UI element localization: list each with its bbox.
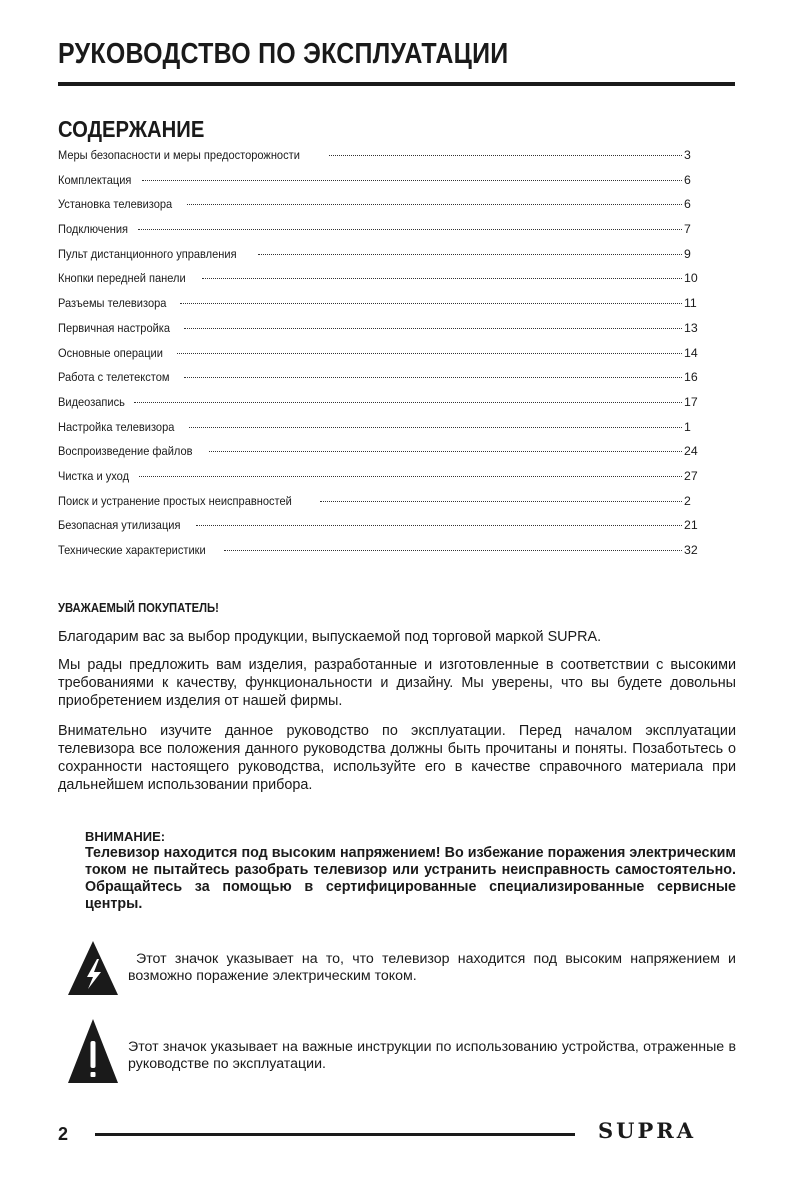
greeting-paragraph: Мы рады предложить вам изделия, разработанные и изготовленные в соответствии с высокими требованиями к качеству, функциональности и дизайну. Мы уверены, что вы будете довольны приобретением изделия от нашей фирмы.	[58, 657, 736, 709]
toc-item-title: Пульт дистанционного управления	[58, 246, 237, 261]
toc-item-page: 17	[684, 394, 698, 409]
toc-dot-leader	[180, 303, 682, 304]
toc-item	[58, 420, 698, 445]
toc-item-title: Технические характеристики	[58, 543, 206, 557]
toc-dot-leader	[224, 550, 682, 551]
toc-item-title: Воспроизведение файлов	[58, 444, 193, 459]
greeting-heading: УВАЖАЕМЫЙ ПОКУПАТЕЛЬ!	[58, 601, 219, 615]
toc-item-page: 7	[684, 222, 691, 237]
greeting-paragraph: Благодарим вас за выбор продукции, выпускаемой под торговой маркой SUPRA.	[58, 629, 602, 645]
title-divider	[58, 82, 735, 86]
toc-item-title: Чистка и уход	[58, 468, 130, 483]
toc-item	[58, 173, 698, 198]
toc-item-title: Основные операции	[58, 345, 163, 360]
toc-item	[58, 296, 698, 321]
toc-heading: СОДЕРЖАНИЕ	[58, 116, 205, 142]
table-of-contents	[58, 148, 698, 568]
toc-item-page: 32	[684, 543, 698, 557]
toc-item-page: 6	[684, 172, 691, 187]
toc-item-title: Настройка телевизора	[58, 419, 175, 434]
toc-item	[58, 543, 698, 568]
toc-item-title: Меры безопасности и меры предосторожности	[58, 148, 300, 162]
toc-item-title: Видеозапись	[58, 394, 125, 409]
toc-item-title: Поиск и устранение простых неисправностей	[58, 493, 292, 508]
toc-item-page: 10	[684, 271, 698, 286]
toc-item-title: Комплектация	[58, 172, 132, 187]
toc-item	[58, 222, 698, 247]
high-voltage-warning-icon	[66, 939, 120, 997]
toc-item	[58, 321, 698, 346]
toc-dot-leader	[196, 525, 682, 526]
toc-item-title: Разъемы телевизора	[58, 296, 167, 311]
toc-item-title: Подключения	[58, 222, 129, 237]
toc-item	[58, 148, 698, 173]
toc-item-page: 11	[684, 296, 697, 311]
toc-item	[58, 494, 698, 519]
high-voltage-notice	[66, 939, 736, 1009]
toc-item-page: 9	[684, 246, 691, 261]
toc-dot-leader	[320, 501, 682, 502]
toc-dot-leader	[187, 204, 682, 205]
toc-item	[58, 197, 698, 222]
toc-dot-leader	[202, 278, 682, 279]
toc-item	[58, 346, 698, 371]
toc-item	[58, 247, 698, 272]
toc-item	[58, 395, 698, 420]
toc-item-page: 2	[684, 493, 691, 508]
toc-dot-leader	[258, 254, 682, 255]
toc-item-page: 21	[684, 518, 698, 533]
toc-item-title: Кнопки передней панели	[58, 271, 186, 286]
important-instructions-notice-text: Этот значок указывает на важные инструкции по использованию устройства, отраженные в руководстве по эксплуатации.	[128, 1039, 736, 1072]
greeting-paragraph: Внимательно изучите данное руководство по эксплуатации. Перед началом эксплуатации телевизора все положения данного руководства должны быть прочитаны и поняты. Позаботьтесь о сохранности настоящего руководства, используйте его в качестве справочного материала при дальнейшем использовании прибора.	[58, 723, 736, 793]
warning-text: Телевизор находится под высоким напряжением! Во избежание поражения электрическим током не пытайтесь разобрать телевизор или устранить неисправность самостоятельно. Обращайтесь за помощью в сертифицированные специализированные сервисные центры.	[85, 845, 736, 912]
warning-heading: ВНИМАНИЕ:	[85, 829, 166, 844]
toc-item	[58, 271, 698, 296]
toc-item-page: 3	[684, 148, 691, 162]
toc-item	[58, 444, 698, 469]
toc-dot-leader	[177, 353, 682, 354]
toc-item	[58, 370, 698, 395]
footer-divider	[95, 1133, 575, 1136]
toc-item	[58, 518, 698, 543]
high-voltage-notice-text: Этот значок указывает на то, что телевизор находится под высоким напряжением и возможно поражение электрическим током.	[128, 951, 736, 984]
toc-item-title: Установка телевизора	[58, 197, 173, 212]
page-title: РУКОВОДСТВО ПО ЭКСПЛУАТАЦИИ	[58, 38, 509, 70]
toc-item-page: 13	[684, 320, 698, 335]
toc-dot-leader	[184, 377, 682, 378]
toc-item-page: 6	[684, 197, 691, 212]
toc-item	[58, 469, 698, 494]
toc-dot-leader	[209, 451, 682, 452]
toc-dot-leader	[139, 476, 682, 477]
important-instructions-notice	[66, 1017, 736, 1087]
toc-dot-leader	[189, 427, 682, 428]
toc-dot-leader	[138, 229, 682, 230]
warning-block	[85, 829, 736, 913]
toc-item-page: 14	[684, 345, 698, 360]
toc-item-page: 16	[684, 370, 698, 385]
toc-item-title: Работа с телетекстом	[58, 370, 170, 385]
page-number: 2	[58, 1124, 69, 1144]
toc-item-page: 27	[684, 468, 698, 483]
toc-item-page: 1	[684, 419, 691, 434]
brand-logo: SUPRA	[598, 1118, 697, 1143]
toc-item-page: 24	[684, 444, 698, 459]
toc-dot-leader	[329, 155, 682, 156]
toc-dot-leader	[142, 180, 682, 181]
toc-dot-leader	[134, 402, 682, 403]
toc-item-title: Первичная настройка	[58, 320, 171, 335]
toc-item-title: Безопасная утилизация	[58, 518, 181, 533]
exclamation-warning-icon	[66, 1017, 120, 1085]
toc-dot-leader	[184, 328, 682, 329]
